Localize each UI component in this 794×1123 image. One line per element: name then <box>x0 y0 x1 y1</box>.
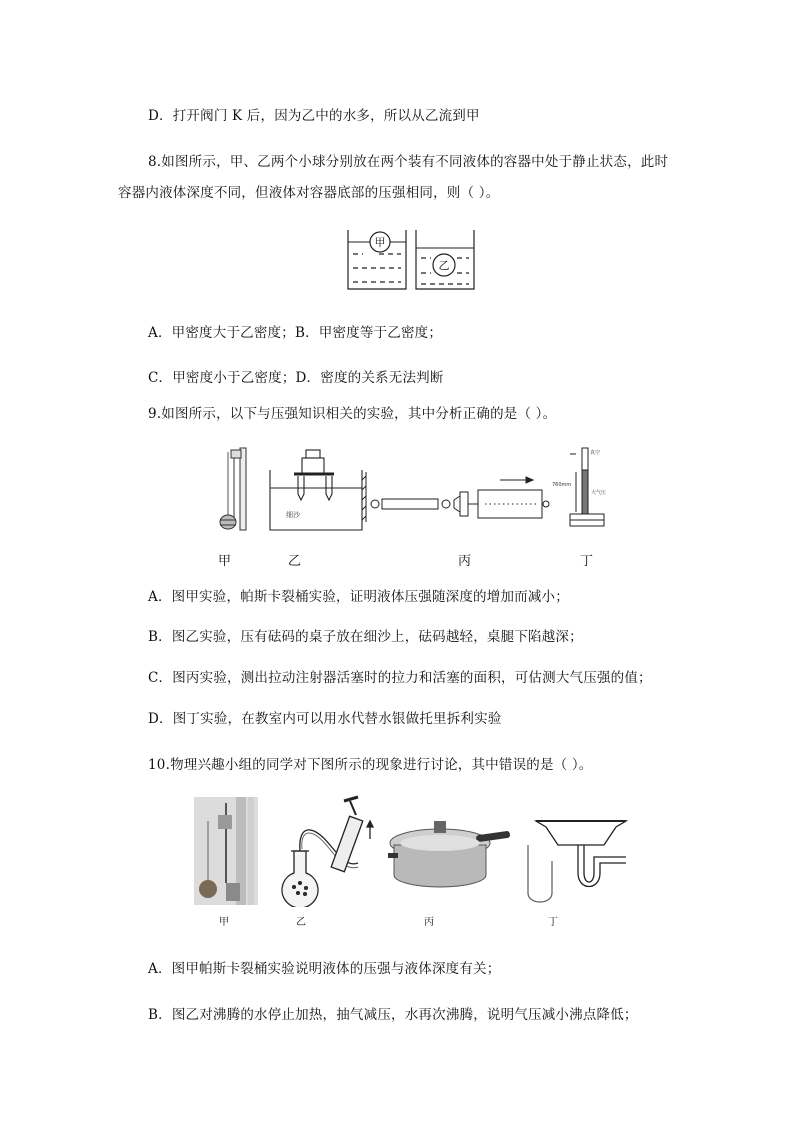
syringe-illustration <box>362 472 549 522</box>
q8-options-ab: A．甲密度大于乙密度；B．甲密度等于乙密度； <box>148 325 443 341</box>
ball-jia-label: 甲 <box>374 236 386 249</box>
q10-caption-jia: 甲 <box>219 917 229 928</box>
pascal-barrel-illustration <box>220 448 246 530</box>
pascal-barrel-photo <box>194 797 258 905</box>
pressure-cooker-illustration <box>388 821 510 887</box>
q10-figure <box>190 795 630 907</box>
sand-label: 细沙 <box>286 511 300 519</box>
table-on-sand-illustration <box>270 450 362 530</box>
q10-stem: 10.物理兴趣小组的同学对下图所示的现象进行讨论，其中错误的是（ ）。 <box>148 757 593 773</box>
q7-option-d: D．打开阀门 K 后，因为乙中的水多，所以从乙流到甲 <box>148 108 480 124</box>
q9-option-c: C．图丙实验，测出拉动注射器活塞时的拉力和活塞的面积，可估测大气压强的值； <box>148 670 652 686</box>
q9-stem: 9.如图所示，以下与压强知识相关的实验，其中分析正确的是（ ）。 <box>148 406 557 422</box>
q9-option-d: D．图丁实验，在教室内可以用水代替水银做托里拆利实验 <box>148 711 502 727</box>
atm-label: 大气压 <box>591 490 607 496</box>
vacuum-label: 真空 <box>590 450 601 456</box>
q9-option-b: B．图乙实验，压有砝码的桌子放在细沙上，砝码越轻，桌腿下陷越深； <box>148 629 583 645</box>
q9-caption-bing: 丙 <box>458 554 472 569</box>
q8-stem-line2: 容器内液体深度不同，但液体对容器底部的压强相同，则（ ）。 <box>118 185 500 201</box>
q9-figure <box>210 442 610 542</box>
torricelli-illustration <box>570 448 607 526</box>
sink-utrap-illustration <box>528 821 626 902</box>
q10-caption-yi: 乙 <box>296 917 306 928</box>
q9-option-a: A．图甲实验，帕斯卡裂桶实验，证明液体压强随深度的增加而减小； <box>148 589 569 605</box>
q10-caption-bing: 丙 <box>424 917 434 928</box>
q10-option-a: A．图甲帕斯卡裂桶实验说明液体的压强与液体深度有关； <box>148 961 501 977</box>
q8-stem-line1: 8.如图所示，甲、乙两个小球分别放在两个装有不同液体的容器中处于静止状态，此时 <box>148 154 669 170</box>
q10-caption-ding: 丁 <box>548 917 558 928</box>
q9-caption-ding: 丁 <box>580 554 594 569</box>
q9-caption-jia: 甲 <box>218 554 232 569</box>
q8-options-cd: C．甲密度小于乙密度；D．密度的关系无法判断 <box>148 370 444 386</box>
q10-option-b: B．图乙对沸腾的水停止加热，抽气减压，水再次沸腾，说明气压减小沸点降低； <box>148 1007 638 1023</box>
q8-figure <box>345 226 477 292</box>
ball-yi-label: 乙 <box>438 259 450 272</box>
flask-pump-illustration <box>282 797 373 907</box>
height-label: 760mm <box>552 482 572 488</box>
q9-caption-yi: 乙 <box>288 554 302 569</box>
